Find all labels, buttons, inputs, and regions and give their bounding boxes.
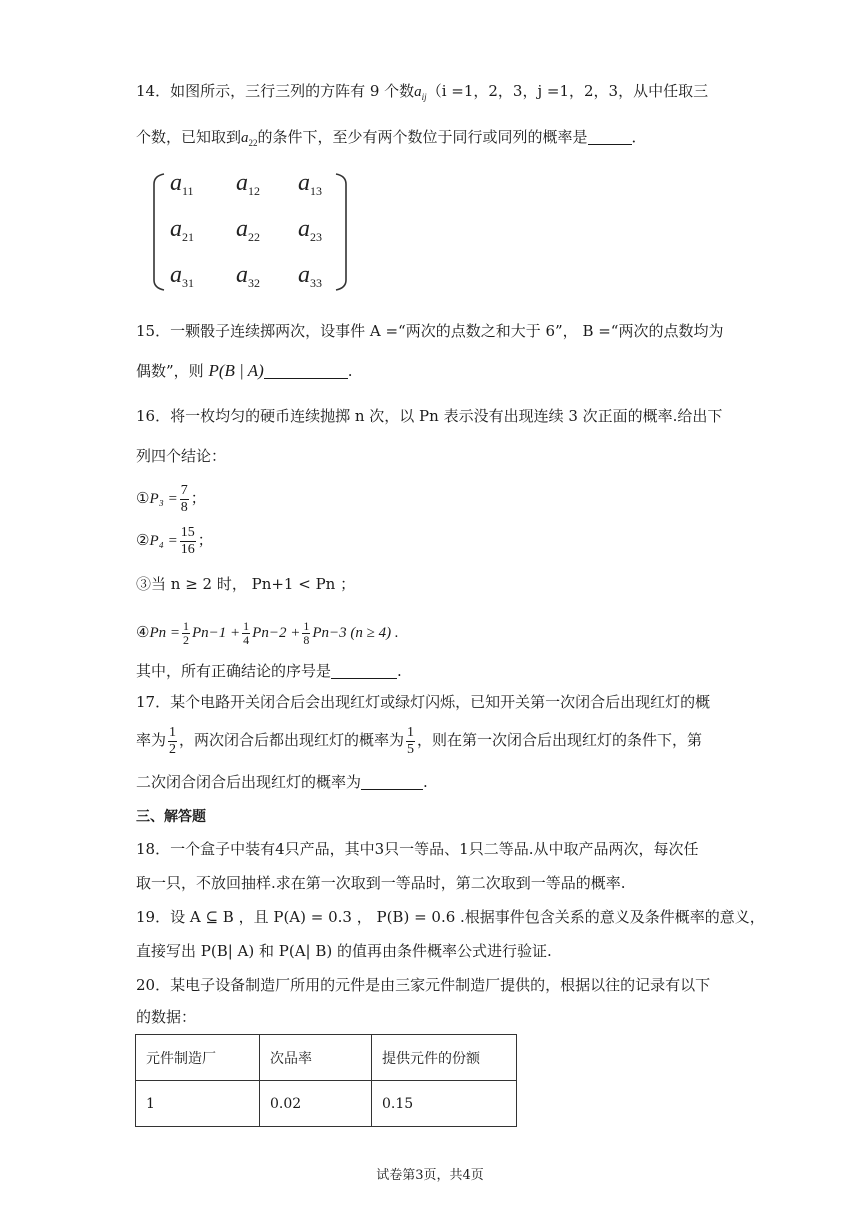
q15-line2: 偶数”，则 P(B | A) . bbox=[136, 361, 353, 380]
q16-conclusion-4: ④Pn = $\frac{1}{2}$ Pn−1 + $\frac{1}{4}$ Pn−2 + $\frac{1}{8}$ Pn−3 (n ≥ 4) . bbox=[136, 618, 399, 647]
answer-blank bbox=[331, 662, 397, 679]
table-cell: 0.02 bbox=[260, 1081, 372, 1127]
q16-line2: 列四个结论： bbox=[136, 447, 227, 465]
matrix-cell: $a_{12}$ bbox=[236, 170, 260, 198]
matrix-cell: $a_{21}$ bbox=[170, 216, 194, 244]
table-header-cell: 元件制造厂 bbox=[136, 1035, 260, 1081]
q17-line2: 率为 $\frac{1}{2}$ ，两次闭合后都出现红灯的概率为 $\frac{1}{5}$ ，则在第一次闭合后出现红灯的条件下，第 bbox=[136, 724, 703, 757]
q20-line2: 的数据： bbox=[136, 1008, 197, 1026]
q16-conclusion-3: ③当 n ≥ 2 时， Pn+1 < Pn ； bbox=[136, 575, 356, 593]
answer-blank bbox=[264, 362, 348, 379]
answer-blank bbox=[588, 128, 632, 145]
supplier-table bbox=[135, 1034, 517, 1127]
q18-line2: 取一只，不放回抽样.求在第一次取到一等品时，第二次取到一等品的概率. bbox=[136, 874, 626, 892]
q17-line1: 17．某个电路开关闭合后会出现红灯或绿灯闪烁，已知开关第一次闭合后出现红灯的概 bbox=[136, 693, 711, 711]
matrix-cell: $a_{11}$ bbox=[170, 170, 194, 198]
matrix-cell: $a_{31}$ bbox=[170, 262, 194, 290]
table-header-cell: 提供元件的份额 bbox=[372, 1035, 517, 1081]
matrix-cell: $a_{32}$ bbox=[236, 262, 260, 290]
q16-conclusion-1: ①P₃ = $\frac{7}{8}$ ； bbox=[136, 482, 206, 515]
q16-line1: 16．将一枚均匀的硬币连续抛掷 n 次，以 Pn 表示没有出现连续 3 次正面的概率.给出下 bbox=[136, 407, 723, 425]
q19-line1: 19．设 A ⊆ B ，且 P(A) = 0.3 ， P(B) = 0.6 .根据事件包含关系的意义及条件概率的意义， bbox=[136, 908, 765, 926]
table-cell: 0.15 bbox=[372, 1081, 517, 1127]
q14-line1: 14．如图所示，三行三列的方阵有 9 个数$a_{ij}(i =1$，2，3，j =1，2，3，从中任取三 bbox=[136, 82, 709, 102]
matrix-figure bbox=[152, 170, 348, 294]
matrix-cell: $a_{13}$ bbox=[298, 170, 322, 198]
page-footer: 试卷第3页，共4页 bbox=[376, 1168, 484, 1183]
q16-line-last: 其中，所有正确结论的序号是 . bbox=[136, 662, 402, 680]
answer-blank bbox=[361, 773, 423, 790]
section-heading: 三、解答题 bbox=[136, 809, 206, 825]
matrix-cell: $a_{23}$ bbox=[298, 216, 322, 244]
q14-line2: 个数，已知取到$a_{22}$的条件下，至少有两个数位于同行或同列的概率是 ． bbox=[136, 128, 647, 148]
table-header-row bbox=[136, 1035, 517, 1081]
table-header-cell: 次品率 bbox=[260, 1035, 372, 1081]
q19-line2: 直接写出 P(B| A) 和 P(A| B) 的值再由条件概率公式进行验证. bbox=[136, 942, 552, 960]
q15-line1: 15．一颗骰子连续掷两次，设事件 A =“两次的点数之和大于 6”， B =“两次的点数均为 bbox=[136, 322, 724, 340]
matrix-cell: $a_{22}$ bbox=[236, 216, 260, 244]
q20-line1: 20．某电子设备制造厂所用的元件是由三家元件制造厂提供的，根据以往的记录有以下 bbox=[136, 976, 711, 994]
table-row bbox=[136, 1081, 517, 1127]
matrix-cell: $a_{33}$ bbox=[298, 262, 322, 290]
q17-line3: 二次闭合闭合后出现红灯的概率为 . bbox=[136, 773, 428, 791]
table-cell: 1 bbox=[136, 1081, 260, 1127]
q18-line1: 18．一个盒子中装有4只产品，其中3只一等品、1只二等品.从中取产品两次，每次任 bbox=[136, 840, 699, 858]
q16-conclusion-2: ②P₄ = $\frac{15}{16}$ ； bbox=[136, 524, 213, 557]
